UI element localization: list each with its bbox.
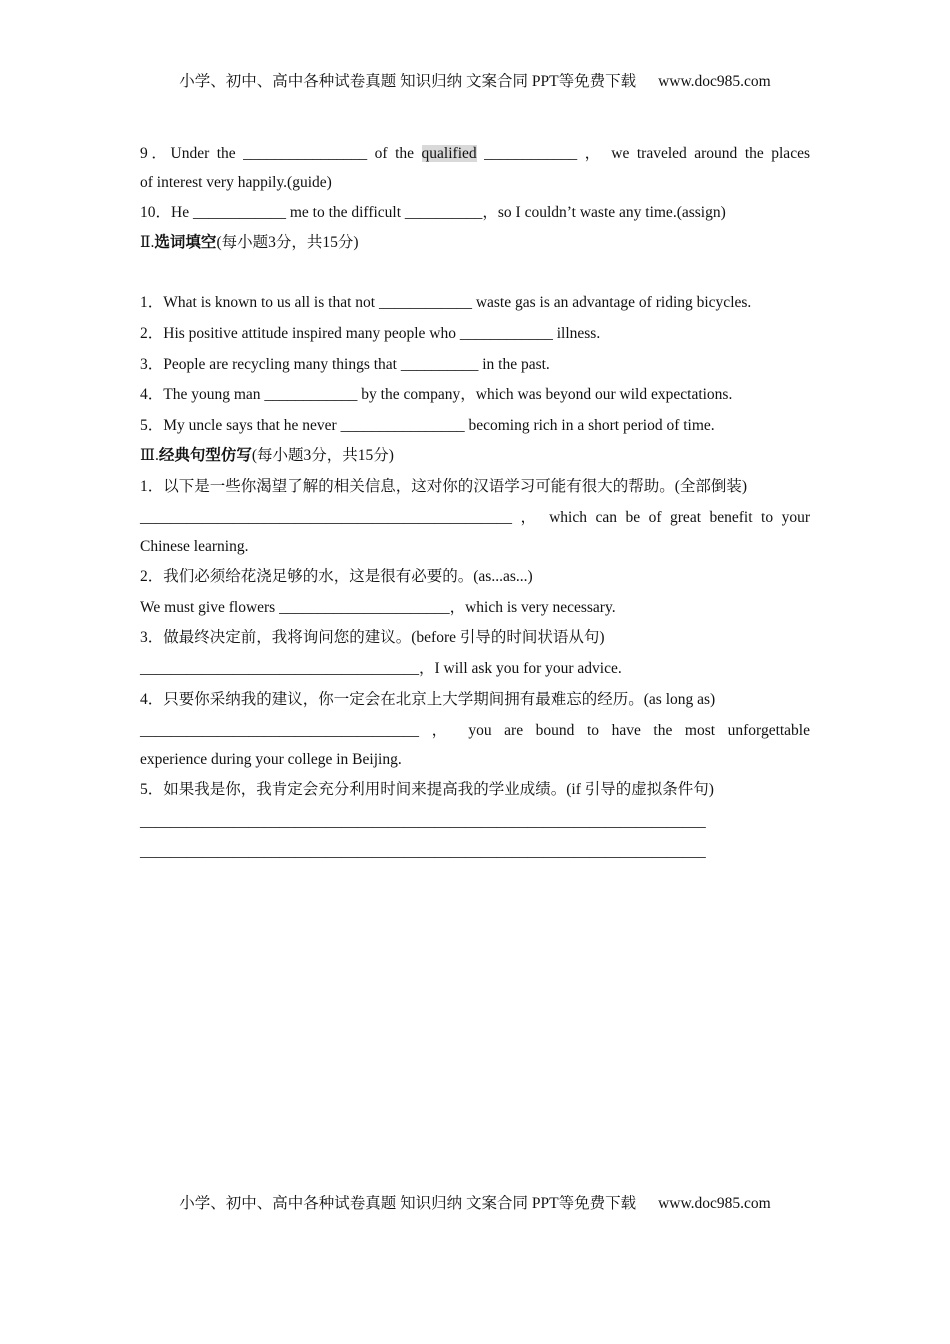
page-header <box>0 69 950 91</box>
sentence-2-line-1: We must give flowers ______________________，which is very necessary. <box>140 599 616 616</box>
fill-item-3: 3．People are recycling many things that __________ in the past. <box>140 356 550 373</box>
sentence-3-line-1: ____________________________________，I will ask you for your advice. <box>140 660 622 677</box>
sentence-4-line-2: experience during your college in Beijing. <box>140 751 402 768</box>
section-2-heading: Ⅱ.选词填空(每小题3分，共15分) <box>140 234 359 251</box>
header-site: www.doc985.com <box>658 73 771 90</box>
sentence-1-line-2: Chinese learning. <box>140 538 249 555</box>
page-footer <box>0 1191 950 1213</box>
question-10: 10．He ____________ me to the difficult __________，so I couldn’t waste any time.(assign) <box>140 204 726 221</box>
sentence-4-line-1: ____________________________________ ， you are bound to have the most unforgettable <box>140 722 810 739</box>
question-9-line-2: of interest very happily.(guide) <box>140 174 332 191</box>
sentence-5-answer-line-1: _________________________________________________________________________ <box>140 813 706 830</box>
footer-text: 小学、初中、高中各种试卷真题 知识归纳 文案合同 PPT等免费下载 <box>179 1195 637 1212</box>
sentence-1-prompt: 1．以下是一些你渴望了解的相关信息，这对你的汉语学习可能有很大的帮助。(全部倒装) <box>140 478 748 495</box>
fill-item-5: 5．My uncle says that he never ________________ becoming rich in a short period of time. <box>140 417 715 434</box>
question-9-line-1: 9．Under the ________________ of the qualified ____________ ， we traveled around the places <box>140 145 810 162</box>
sentence-2-prompt: 2．我们必须给花浇足够的水，这是很有必要的。(as...as...) <box>140 568 533 585</box>
fill-item-4: 4．The young man ____________ by the company，which was beyond our wild expectations. <box>140 386 733 403</box>
sentence-5-prompt: 5．如果我是你，我肯定会充分利用时间来提高我的学业成绩。(if 引导的虚拟条件句) <box>140 781 714 798</box>
sentence-4-prompt: 4．只要你采纳我的建议，你一定会在北京上大学期间拥有最难忘的经历。(as long as) <box>140 691 716 708</box>
highlighted-word: qualified <box>421 145 477 162</box>
section-3-heading: Ⅲ.经典句型仿写(每小题3分，共15分) <box>140 447 394 464</box>
sentence-3-prompt: 3．做最终决定前，我将询问您的建议。(before 引导的时间状语从句) <box>140 629 605 646</box>
fill-item-2: 2．His positive attitude inspired many people who ____________ illness. <box>140 325 601 342</box>
header-text: 小学、初中、高中各种试卷真题 知识归纳 文案合同 PPT等免费下载 <box>179 73 637 90</box>
footer-site: www.doc985.com <box>658 1195 771 1212</box>
sentence-5-answer-line-2: _________________________________________________________________________ <box>140 843 706 860</box>
fill-item-1: 1．What is known to us all is that not ____________ waste gas is an advantage of riding bicycles. <box>140 294 752 311</box>
sentence-1-line-1: ________________________________________________ ， which can be of great benefit to your <box>140 509 810 526</box>
